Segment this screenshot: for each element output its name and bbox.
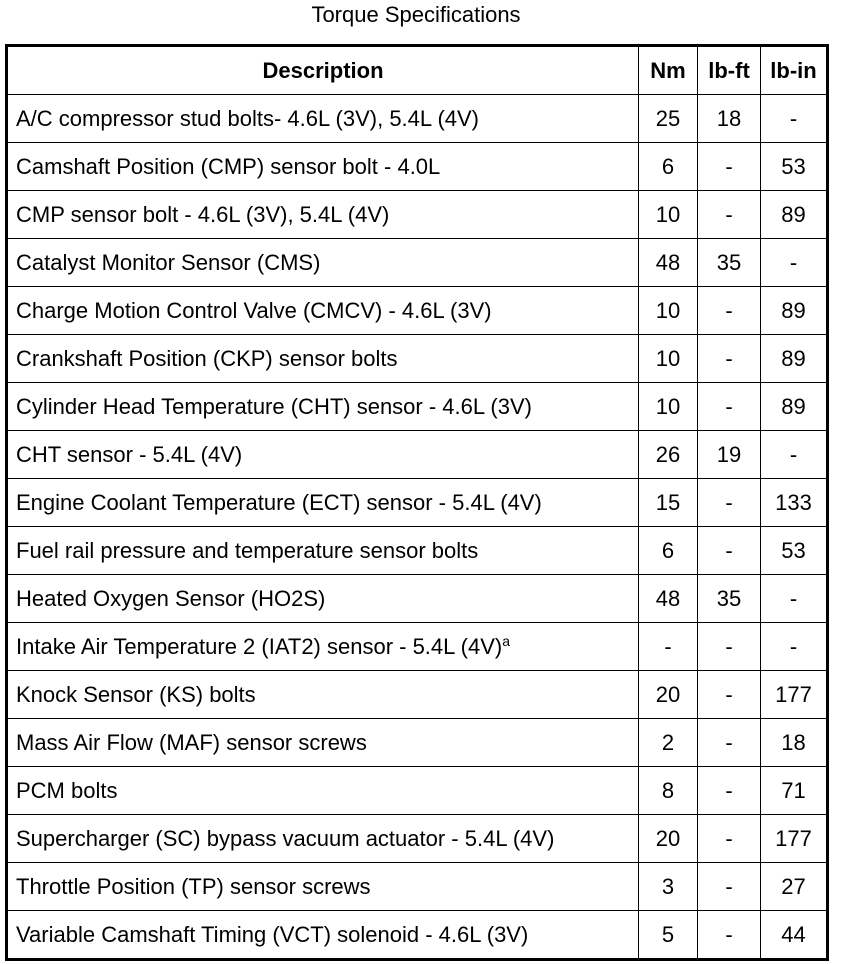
row-lbin: 27 [761, 863, 828, 911]
row-description [7, 335, 639, 383]
row-lbin: 89 [761, 383, 828, 431]
row-description [7, 479, 639, 527]
table-row [7, 95, 828, 143]
row-nm: 10 [639, 287, 698, 335]
row-description [7, 383, 639, 431]
row-nm: 20 [639, 815, 698, 863]
table-row [7, 431, 828, 479]
table-row [7, 191, 828, 239]
table-row [7, 287, 828, 335]
row-nm: 3 [639, 863, 698, 911]
row-description [7, 95, 639, 143]
row-lbft: - [698, 479, 761, 527]
table-row [7, 239, 828, 287]
row-nm: 2 [639, 719, 698, 767]
row-nm: 25 [639, 95, 698, 143]
row-lbin: 18 [761, 719, 828, 767]
row-description [7, 863, 639, 911]
description-text: Supercharger (SC) bypass vacuum actuator - 5.4L (4V) [16, 825, 555, 851]
description-text: Heated Oxygen Sensor (HO2S) [16, 585, 326, 611]
row-lbft: - [698, 143, 761, 191]
row-lbft: - [698, 815, 761, 863]
table-row [7, 575, 828, 623]
row-description [7, 719, 639, 767]
table-title: Torque Specifications [311, 2, 521, 27]
row-nm: 10 [639, 383, 698, 431]
row-lbin: - [761, 575, 828, 623]
row-nm: - [639, 623, 698, 671]
row-lbft: - [698, 383, 761, 431]
row-description [7, 911, 639, 960]
row-nm: 26 [639, 431, 698, 479]
table-row [7, 719, 828, 767]
row-nm: 48 [639, 575, 698, 623]
header-row [7, 46, 828, 95]
description-text: Knock Sensor (KS) bolts [16, 681, 256, 707]
description-text: Catalyst Monitor Sensor (CMS) [16, 249, 321, 275]
description-text: CHT sensor - 5.4L (4V) [16, 441, 243, 467]
description-text: PCM bolts [16, 777, 118, 803]
table-row [7, 815, 828, 863]
row-nm: 10 [639, 191, 698, 239]
table-row [7, 671, 828, 719]
row-description [7, 287, 639, 335]
row-nm: 6 [639, 527, 698, 575]
row-lbft: - [698, 863, 761, 911]
row-lbft: - [698, 911, 761, 960]
row-lbft: - [698, 623, 761, 671]
table-row [7, 911, 828, 960]
footnote-marker: a [502, 632, 511, 649]
description-text: Cylinder Head Temperature (CHT) sensor - 4.6L (3V) [16, 393, 532, 419]
description-text: Throttle Position (TP) sensor screws [16, 873, 371, 899]
row-lbin: 177 [761, 671, 828, 719]
description-text: Crankshaft Position (CKP) sensor bolts [16, 345, 398, 371]
description-text: A/C compressor stud bolts- 4.6L (3V), 5.4L (4V) [16, 105, 479, 131]
row-nm: 5 [639, 911, 698, 960]
row-lbft: - [698, 527, 761, 575]
row-lbin: 71 [761, 767, 828, 815]
row-nm: 20 [639, 671, 698, 719]
row-description [7, 239, 639, 287]
row-lbft: - [698, 719, 761, 767]
row-lbin: - [761, 95, 828, 143]
row-nm: 6 [639, 143, 698, 191]
row-description [7, 143, 639, 191]
description-text: Mass Air Flow (MAF) sensor screws [16, 729, 367, 755]
row-lbin: 53 [761, 143, 828, 191]
header-lbin: lb-in [761, 46, 828, 95]
description-text: Camshaft Position (CMP) sensor bolt - 4.0L [16, 153, 441, 179]
row-nm: 10 [639, 335, 698, 383]
row-lbft: - [698, 335, 761, 383]
row-lbin: 133 [761, 479, 828, 527]
row-lbin: 177 [761, 815, 828, 863]
description-text: Variable Camshaft Timing (VCT) solenoid - 4.6L (3V) [16, 921, 529, 947]
row-description [7, 191, 639, 239]
row-description [7, 671, 639, 719]
header-nm: Nm [639, 46, 698, 95]
torque-spec-table [5, 44, 829, 961]
row-lbin: 44 [761, 911, 828, 960]
row-nm: 48 [639, 239, 698, 287]
row-lbin: 89 [761, 191, 828, 239]
row-description [7, 527, 639, 575]
table-row [7, 623, 828, 671]
table-row [7, 479, 828, 527]
row-lbft: - [698, 287, 761, 335]
table-row [7, 767, 828, 815]
row-description [7, 431, 639, 479]
description-text: Intake Air Temperature 2 (IAT2) sensor - 5.4L (4V) [16, 633, 503, 659]
description-text: Engine Coolant Temperature (ECT) sensor - 5.4L (4V) [16, 489, 542, 515]
row-lbft: 35 [698, 575, 761, 623]
header-description: Description [7, 46, 639, 95]
row-description [7, 767, 639, 815]
description-text: Fuel rail pressure and temperature sensor bolts [16, 537, 479, 563]
row-lbft: 35 [698, 239, 761, 287]
row-lbft: 18 [698, 95, 761, 143]
row-lbin: - [761, 623, 828, 671]
table-row [7, 383, 828, 431]
row-lbin: 53 [761, 527, 828, 575]
description-text: Charge Motion Control Valve (CMCV) - 4.6L (3V) [16, 297, 492, 323]
row-nm: 15 [639, 479, 698, 527]
row-lbft: - [698, 671, 761, 719]
table-row [7, 143, 828, 191]
row-lbin: 89 [761, 287, 828, 335]
row-description [7, 575, 639, 623]
table-row [7, 527, 828, 575]
row-nm: 8 [639, 767, 698, 815]
row-lbin: - [761, 431, 828, 479]
row-lbft: - [698, 191, 761, 239]
header-lbft: lb-ft [698, 46, 761, 95]
table-body [7, 95, 828, 960]
table-row [7, 335, 828, 383]
table-row [7, 863, 828, 911]
row-lbft: 19 [698, 431, 761, 479]
row-lbin: - [761, 239, 828, 287]
row-description [7, 623, 639, 671]
description-text: CMP sensor bolt - 4.6L (3V), 5.4L (4V) [16, 201, 390, 227]
row-description [7, 815, 639, 863]
row-lbin: 89 [761, 335, 828, 383]
row-lbft: - [698, 767, 761, 815]
